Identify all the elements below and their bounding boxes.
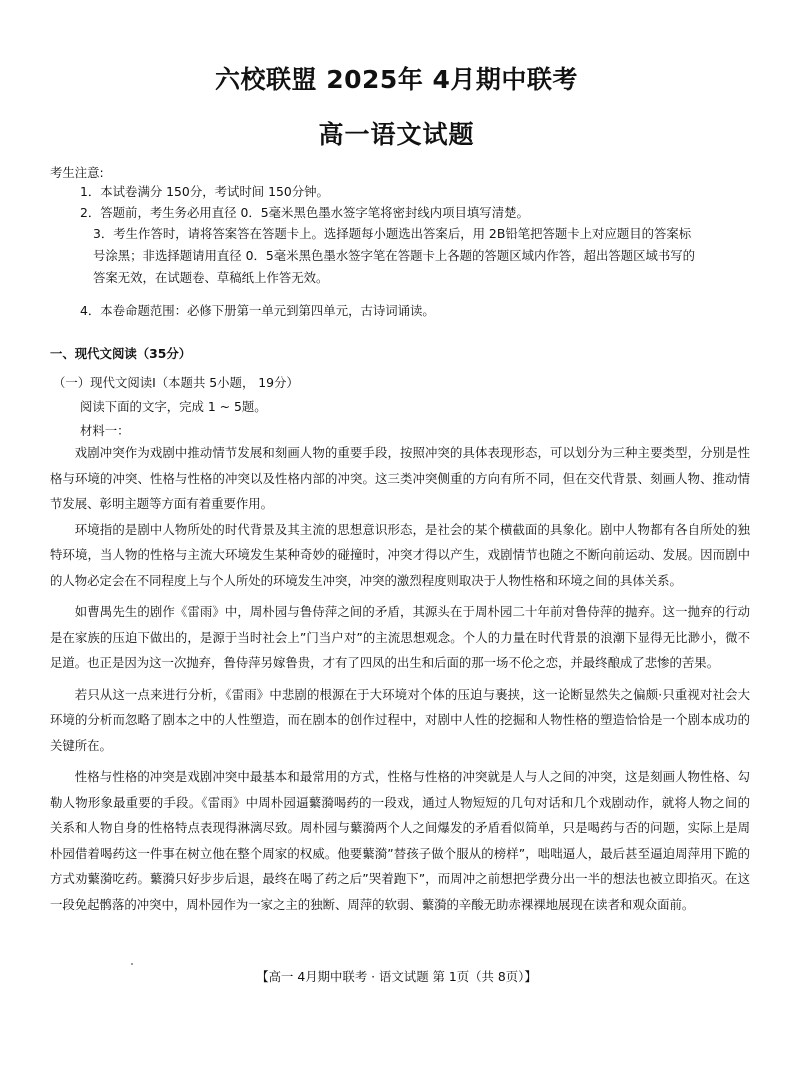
paragraph-1: 戏剧冲突作为戏剧中推动情节发展和刻画人物的重要手段，按照冲突的具体表现形态，可以划分为三种主要类型，分别是性格与环境的冲突、性格与性格的冲突以及性格内部的冲突。这三类冲突侧重的方向有所不同，但在交代背景、刻画人物、推动情节发展、彰明主题等方面有着重要作用。 [50,445,750,511]
exam-title: 六校联盟 2025年 4月期中联考 [215,65,578,94]
notice-item-3: 3．考生作答时，请将答案答在答题卡上。选择题每小题选出答案后，用 2B铅笔把答题卡上对应题目的答案标 [93,226,692,241]
subsection-title: （一）现代文阅读Ⅰ（本题共 5小题， 19分） [53,375,299,390]
notice-item-3-cont: 号涂黑；非选择题请用直径 0．5毫米黑色墨水签字笔在答题卡上各题的答题区域内作答，超出答题区域书写的 [93,248,696,263]
material-label: 材料一： [80,423,130,438]
paragraph-2: 环境指的是剧中人物所处的时代背景及其主流的思想意识形态，是社会的某个横截面的具象化。剧中人物都有各自所处的独特环境，当人物的性格与主流大环境发生某种奇妙的碰撞时，冲突才得以产生，戏剧情节也随之不断向前运动、发展。因而剧中的人物必定会在不同程度上与个人所处的环境发生冲突，冲突的激烈程度则取决于人物性格和环境之间的具体关系。 [50,521,750,588]
paragraph-3: 如曹禺先生的剧作《雷雨》中，周朴园与鲁侍萍之间的矛盾，其源头在于周朴园二十年前对鲁侍萍的抛弃。这一抛弃的行动是在家族的压迫下做出的，是源于当时社会上”门当户对”的主流思想观念。个人的力量在时代背景的浪潮下显得无比渺小，微不足道。也正是因为这一次抛弃，鲁侍萍另嫁鲁贵，才有了四凤的出生和后面的那一场不伦之恋，并最终酿成了悲惨的苦果。 [50,604,750,670]
passage-body [50,440,750,917]
page-footer: 【高一 4月期中联考 · 语文试题 第 1页（共 8页）】 [256,969,537,984]
notice-item-2: 2．答题前，考生务必用直径 0．5毫米黑色墨水签字笔将密封线内项目填写清楚。 [80,205,529,220]
paragraph-4: 若只从这一点来进行分析，《雷雨》中悲剧的根源在于大环境对个体的压迫与裹挟，这一论断显然失之偏颇·只重视对社会大环境的分析而忽略了剧本之中的人性塑造，而在剧本的创作过程中，对剧中人性的挖掘和人物性格的塑造恰恰是一个剧本成功的关键所在。 [50,686,750,753]
notice-heading: 考生注意: [50,165,104,180]
notice-item-4: 4．本卷命题范围：必修下册第一单元到第四单元，古诗词诵读。 [80,303,435,318]
notice-item-1: 1．本试卷满分 150分，考试时间 150分钟。 [80,184,329,199]
notice-item-3-cont2: 答案无效，在试题卷、草稿纸上作答无效。 [93,270,329,285]
exam-subtitle: 高一语文试题 [318,120,475,149]
scan-dot [131,963,133,965]
paragraph-5: 性格与性格的冲突是戏剧冲突中最基本和最常用的方式，性格与性格的冲突就是人与人之间的冲突，这是刻画人物性格、勾勒人物形象最重要的手段。《雷雨》中周朴园逼蘩漪喝药的一段戏，通过人物短短的几句对话和几个戏剧动作，就将人物之间的关系和人物自身的性格特点表现得淋漓尽致。周朴园与蘩漪两个人之间爆发的矛盾看似简单，只是喝药与否的问题，实际上是周朴园借着喝药这一件事在树立他在整个周家的权威。他要蘩漪”替孩子做个服从的榜样”，咄咄逼人，最后甚至逼迫周萍用下跪的方式劝蘩漪吃药。蘩漪只好步步后退，最终在喝了药之后”哭着跑下”，而周冲之前想把学费分出一半的想法也被立即掐灭。在这一段免起鹘落的冲突中，周朴园作为一家之主的独断、周萍的软弱、蘩漪的辛酸无助赤裸裸地展现在读者和观众面前。 [50,769,750,912]
section-title: 一、现代文阅读（35分） [50,346,192,361]
reading-instruction: 阅读下面的文字，完成 1 ~ 5题。 [80,399,267,414]
